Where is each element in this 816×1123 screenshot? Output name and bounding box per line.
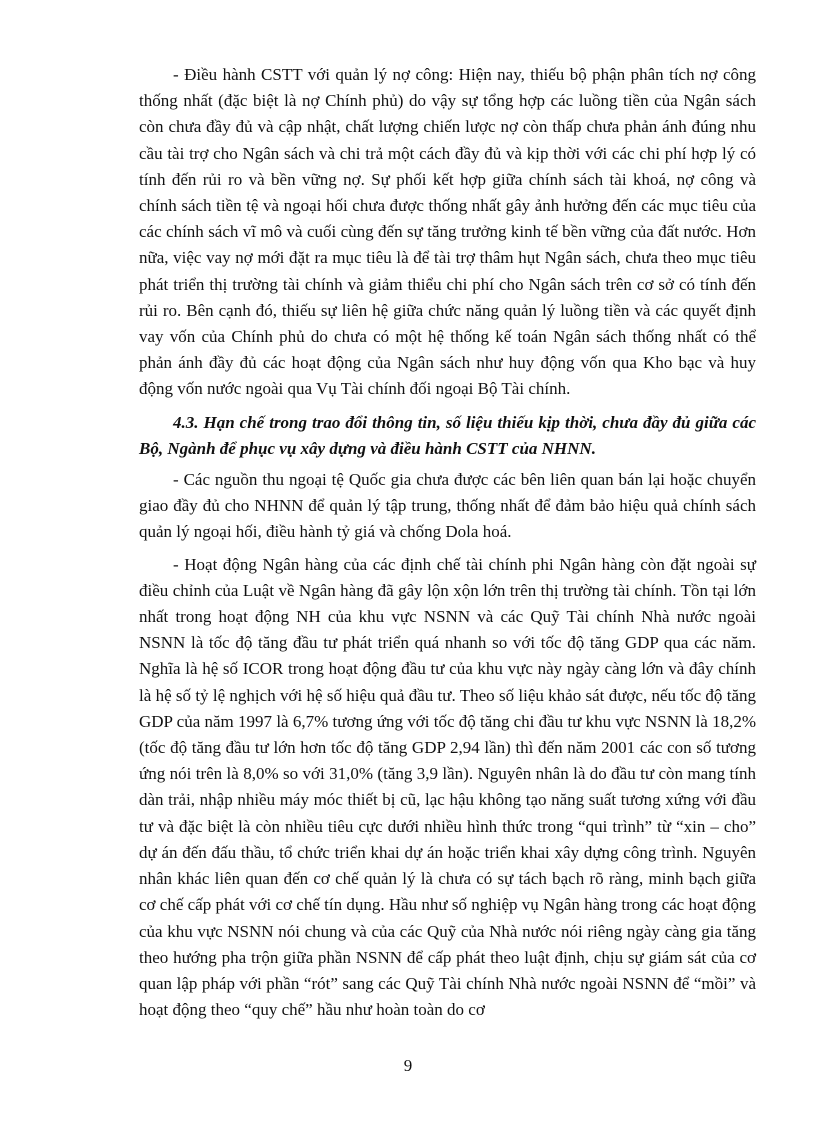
document-page	[139, 62, 756, 1023]
paragraph-foreign-currency: - Các nguồn thu ngoại tệ Quốc gia chưa được các bên liên quan bán lại hoặc chuyển giao đầy đủ cho NHNN để quản lý tập trung, thống nhất để đảm bảo hiệu quả chính sách quản lý ngoại hối, điều hành tỷ giá và chống Dola hoá.	[139, 470, 756, 542]
section-heading-4-3: 4.3. Hạn chế trong trao đổi thông tin, số liệu thiếu kịp thời, chưa đầy đủ giữa các Bộ, Ngành để phục vụ xây dựng và điều hành CSTT của NHNN.	[139, 412, 756, 458]
paragraph-public-debt: - Điều hành CSTT với quản lý nợ công: Hiện nay, thiếu bộ phận phân tích nợ công thống nhất (đặc biệt là nợ Chính phủ) do vậy sự tổng hợp các luồng tiền của Ngân sách còn chưa đầy đủ và cập nhật, chất lượng chiến lược nợ còn thấp chưa phản ánh đúng nhu cầu tài trợ cho Ngân sách và chi trả một cách đầy đủ và kịp thời với các chi phí hợp lý có tính đến rủi ro và bền vững nợ. Sự phối kết hợp giữa chính sách tài khoá, nợ công và chính sách tiền tệ và ngoại hối chưa được thống nhất gây ảnh hưởng đến các mục tiêu của các chính sách vĩ mô và cuối cùng đến sự tăng trưởng kinh tế bền vững của đất nước. Hơn nữa, việc vay nợ mới đặt ra mục tiêu là để tài trợ thâm hụt Ngân sách, chưa theo mục tiêu phát triển thị trường tài chính và giảm thiểu chi phí cho Ngân sách trên cơ sở có tính đến rủi ro. Bên cạnh đó, thiếu sự liên hệ giữa chức năng quản lý luồng tiền và các quyết định vay vốn của Chính phủ do chưa có một hệ thống kế toán Ngân sách thống nhất có thể phản ánh đầy đủ các hoạt động của Ngân sách như huy động vốn qua Kho bạc và huy động vốn nước ngoài qua Vụ Tài chính đối ngoại Bộ Tài chính.	[139, 65, 756, 399]
page-number: 9	[403, 1056, 413, 1075]
paragraph-non-bank-institutions: - Hoạt động Ngân hàng của các định chế tài chính phi Ngân hàng còn đặt ngoài sự điều chỉnh của Luật về Ngân hàng đã gây lộn xộn lớn trên thị trường tài chính. Tồn tại lớn nhất trong hoạt động NH của khu vực NSNN và các Quỹ Tài chính Nhà nước ngoài NSNN là tốc độ tăng đầu tư phát triển quá nhanh so với tốc độ tăng GDP qua các năm. Nghĩa là hệ số ICOR trong hoạt động đầu tư của khu vực này ngày càng lớn và đây chính là hệ số tỷ lệ nghịch với hệ số hiệu quả đầu tư. Theo số liệu khảo sát được, nếu tốc độ tăng GDP của năm 1997 là 6,7% tương ứng với tốc độ tăng chi đầu tư khu vực NSNN là 18,2% (tốc độ tăng đầu tư lớn hơn tốc độ tăng GDP 2,94 lần) thì đến năm 2001 các con số tương ứng nói trên là 8,0% so với 31,0% (tăng 3,9 lần). Nguyên nhân là do đầu tư còn mang tính dàn trải, nhập nhiều máy móc thiết bị cũ, lạc hậu không tạo năng suất tương xứng với đầu tư và đặc biệt là còn nhiều tiêu cực dưới nhiều hình thức trong “qui trình” từ “xin – cho” dự án đến đấu thầu, tổ chức triển khai dự án hoặc triển khai xây dựng công trình. Nguyên nhân khác liên quan đến cơ chế quản lý là chưa có sự tách bạch rõ ràng, minh bạch giữa cơ chế cấp phát với cơ chế tín dụng. Hầu như số nghiệp vụ Ngân hàng trong các hoạt động của khu vực NSNN nói chung và của các Quỹ của Nhà nước nói riêng ngày càng gia tăng theo hướng pha trộn giữa phần NSNN để cấp phát theo luật định, chịu sự giám sát của cơ quan lập pháp với phần “rót” sang các Quỹ Tài chính Nhà nước ngoài NSNN để “mồi” và hoạt động theo “quy chế” hầu như hoàn toàn do cơ	[139, 554, 756, 1020]
